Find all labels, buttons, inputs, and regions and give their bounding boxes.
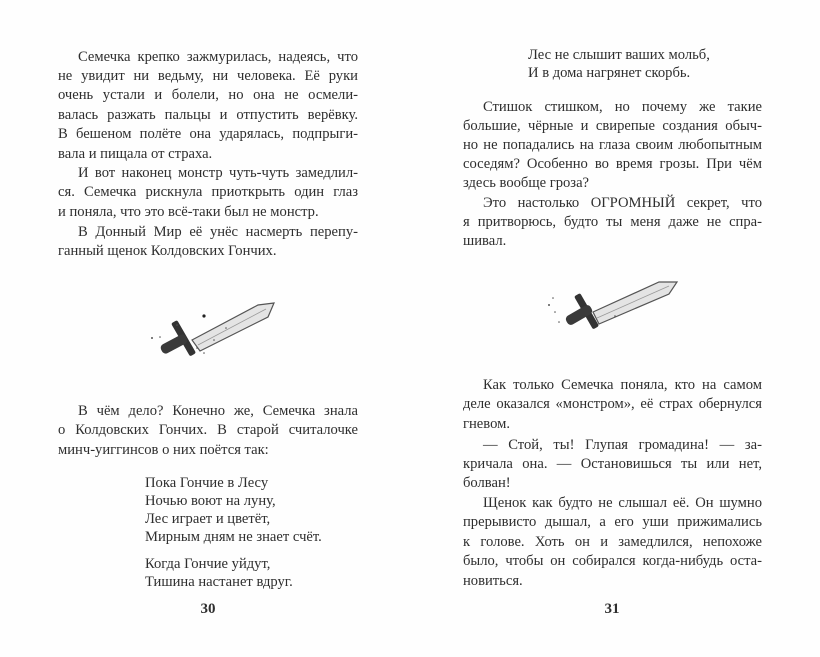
text-line: валась разжать пальцы и отпустить верёвку. xyxy=(58,106,358,123)
text-line: Щенок как будто не слышал её. Он шумно xyxy=(483,494,762,511)
sword-icon xyxy=(535,272,685,347)
verse-line: Когда Гончие уйдут, xyxy=(145,555,271,572)
text-line: Это настолько ОГРОМНЫЙ секрет, что xyxy=(483,194,762,211)
verse-line: Мирным дням не знает счёт. xyxy=(145,529,322,546)
text-line: ганный щенок Колдовских Гончих. xyxy=(58,242,277,259)
text-line: очень устали и болели, но она не осмели- xyxy=(58,87,358,104)
text-line: В чём дело? Конечно же, Семечка знала xyxy=(78,402,358,419)
text-line: Семечка крепко зажмурилась, надеясь, что xyxy=(78,48,358,65)
sword-drawing xyxy=(151,303,274,356)
text-line: гневом. xyxy=(463,415,510,432)
page-number-left: 30 xyxy=(200,601,216,617)
text-line: Стишок стишком, но почему же такие xyxy=(483,98,762,115)
verse-line: Ночью воют на луну, xyxy=(145,492,276,509)
text-line: — Стой, ты! Глупая громадина! — за- xyxy=(483,436,762,453)
verse-line: Лес играет и цветёт, xyxy=(145,511,271,528)
text-line: было, чтобы он собирался когда-нибудь оста- xyxy=(463,553,762,569)
text-line: но не попадались на глаза своим любопытным xyxy=(463,136,762,153)
page-number-right: 31 xyxy=(604,601,620,617)
text-line: к голове. Хоть он и замедлился, непохоже xyxy=(463,533,762,550)
text-line: здесь вообще гроза? xyxy=(463,175,590,192)
text-line: шивал. xyxy=(463,232,507,249)
text-line: деле оказался «монстром», её страх обернулся xyxy=(463,396,762,412)
text-line: ся. Семечка рискнула приоткрыть один глаз xyxy=(58,184,358,201)
text-line: Как только Семечка поняла, кто на самом xyxy=(483,376,762,393)
verse-line: Лес не слышит ваших мольб, xyxy=(528,46,710,63)
text-line: новиться. xyxy=(463,572,523,589)
sword-drawing xyxy=(548,282,677,329)
text-line: болван! xyxy=(463,474,511,491)
text-line: И вот наконец монстр чуть-чуть замедлил- xyxy=(78,165,358,181)
verse-line: Пока Гончие в Лесу xyxy=(145,474,269,491)
verse-line: И в дома нагрянет скорбь. xyxy=(528,64,691,81)
text-line: кричала она. — Остановишься ты или нет, xyxy=(463,455,762,472)
text-line: минч-уиггинсов о них поётся так: xyxy=(58,441,269,458)
text-line: прерывисто дышал, а его уши прижимались xyxy=(463,514,762,530)
text-line: вала и пищала от страха. xyxy=(58,145,213,162)
text-line: я притворюсь, будто ты меня даже не спра- xyxy=(463,213,762,230)
text-line: большие, чёрные и свирепые создания обыч- xyxy=(463,117,762,134)
text-line: о Колдовских Гончих. В старой считалочке xyxy=(58,422,358,438)
sword-icon xyxy=(140,295,290,370)
text-line: не увидит ни ведьму, ни человека. Её руки xyxy=(58,67,358,84)
verse-line: Тишина настанет вдруг. xyxy=(145,573,293,590)
text-line: В бешеном полёте она ударялась, подпрыги- xyxy=(58,126,358,143)
text-line: и поняла, что это всё-таки был не монстр. xyxy=(58,203,319,220)
text-line: В Донный Мир её унёс насмерть перепу- xyxy=(78,223,358,240)
text-line: соседям? Особенно во время грозы. При чём xyxy=(463,156,762,173)
